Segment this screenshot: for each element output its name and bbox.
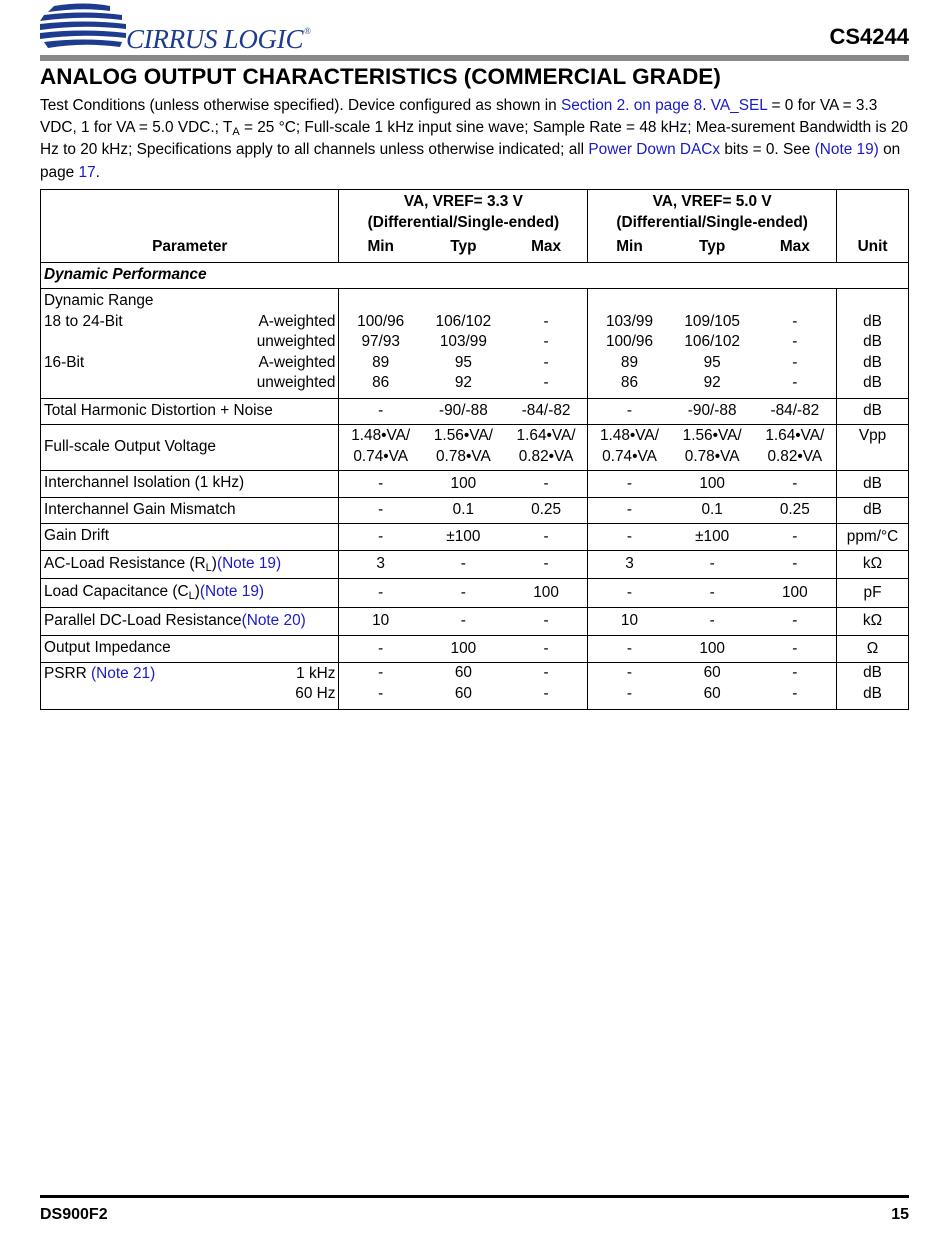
param-output-impedance: Output Impedance — [41, 636, 339, 663]
table-cell: 86 — [372, 374, 390, 391]
table-cell: - — [378, 527, 384, 545]
table-cell: 10 — [620, 612, 639, 629]
col-min-1: Min — [367, 238, 394, 255]
table-cell: - — [505, 373, 588, 398]
table-cell: 1.64•VA/ — [516, 427, 576, 444]
link-va-sel[interactable]: VA_SEL — [710, 97, 768, 114]
table-cell: - — [460, 583, 466, 601]
table-cell: - — [505, 684, 588, 709]
col-unit: Unit — [857, 238, 888, 255]
col-typ-2: Typ — [699, 238, 726, 255]
table-cell: 1.56•VA/ — [433, 427, 493, 444]
table-cell: - — [505, 636, 588, 663]
col-max-2: Max — [754, 233, 837, 262]
table-cell: 0.1 — [452, 501, 475, 518]
table-cell: - — [378, 474, 384, 492]
logo-swoosh-icon — [40, 2, 126, 54]
header-column-row — [41, 233, 909, 262]
table-cell: 100 — [699, 474, 725, 492]
param-interchannel-isolation: Interchannel Isolation (1 kHz) — [41, 471, 339, 498]
param-sublabel: A-weighted — [258, 312, 336, 330]
table-cell: 109/105 — [684, 312, 740, 330]
table-cell: - — [378, 583, 384, 601]
param-label: 18 to 24-Bit — [44, 312, 123, 330]
section-dynamic-performance: Dynamic Performance — [44, 265, 207, 283]
table-cell: 100 — [754, 579, 837, 608]
table-cell: - — [626, 474, 633, 492]
table-row — [41, 636, 909, 663]
table-cell: -90/-88 — [687, 402, 737, 419]
table-cell: - — [754, 471, 837, 498]
table-cell: 95 — [454, 353, 472, 371]
table-cell: 60 — [703, 685, 721, 702]
table-cell: - — [754, 684, 837, 709]
table-cell: - — [505, 332, 588, 353]
table-cell: 0.25 — [505, 497, 588, 524]
table-cell: 100 — [505, 579, 588, 608]
table-cell: 3 — [376, 555, 385, 572]
table-cell: - — [754, 607, 837, 636]
table-row — [41, 524, 909, 551]
table-cell: - — [378, 402, 384, 419]
table-cell: 1.64•VA/ — [765, 427, 825, 444]
link-note-19[interactable]: (Note 19) — [216, 554, 282, 572]
param-sublabel: 60 Hz — [41, 684, 339, 709]
param-gain-drift: Gain Drift — [41, 524, 339, 551]
table-cell-unit: dB — [863, 353, 882, 371]
table-cell: 1.48•VA/ — [351, 427, 411, 444]
table-cell: - — [626, 685, 633, 702]
table-cell: 95 — [703, 353, 721, 371]
section-title: ANALOG OUTPUT CHARACTERISTICS (COMMERCIAL GRADE) — [40, 64, 721, 89]
param-parallel-dc-load-resistance: Parallel DC-Load Resistance(Note 20) — [41, 607, 339, 636]
col-parameter: Parameter — [41, 233, 339, 262]
table-cell: - — [378, 501, 384, 518]
param-sublabel: unweighted — [41, 373, 339, 398]
group1-title: VA, VREF= 3.3 V — [403, 193, 523, 210]
table-row — [41, 684, 909, 709]
table-cell: 86 — [620, 374, 639, 391]
table-cell: - — [505, 353, 588, 374]
table-cell-unit: Ω — [866, 639, 879, 657]
table-cell: -84/-82 — [505, 398, 588, 425]
table-row — [41, 373, 909, 398]
param-thd-n: Total Harmonic Distortion + Noise — [41, 398, 339, 425]
table-cell: 92 — [454, 374, 472, 391]
table-cell: ±100 — [695, 527, 730, 545]
link-note-21[interactable]: (Note 21) — [91, 664, 156, 682]
table-cell: - — [505, 312, 588, 333]
footer-rule — [40, 1195, 909, 1198]
part-number: CS4244 — [829, 24, 909, 49]
table-cell-unit: Vpp — [858, 427, 887, 444]
section-row-dynamic — [41, 262, 909, 289]
table-cell: 0.78•VA — [436, 447, 491, 465]
table-cell: 92 — [703, 374, 721, 391]
test-conditions: Test Conditions (unless otherwise specified). Device configured as shown in Section 2. on page 8. VA_SEL = 0 for VA = 3.3 VDC, 1 for VA = 5.0 VDC.; $T_A = 25$ °C; Full-scale 1 kHz input sine wave; Sample Rate = 48 kHz; Mea-surement Bandwidth is 20 Hz to 20 kHz; Specifications apply to all channels unless otherwise indicated; all Power Down DACx bits = 0. See (Note 19) on page 17. — [40, 97, 908, 181]
table-row — [41, 471, 909, 498]
param-psrr: PSRR (Note 21) — [44, 664, 156, 682]
link-note-20[interactable]: (Note 20) — [241, 611, 306, 629]
table-cell: 100 — [699, 639, 725, 657]
table-cell: -90/-88 — [438, 402, 488, 419]
param-sublabel: 1 kHz — [296, 664, 336, 682]
registered-mark: ® — [304, 26, 311, 36]
table-row — [41, 579, 909, 608]
table-cell: 103/99 — [439, 333, 487, 350]
table-cell: - — [754, 524, 837, 551]
table-cell: - — [505, 471, 588, 498]
table-cell: 60 — [454, 685, 472, 702]
table-cell: 97/93 — [361, 333, 400, 350]
param-label: 16-Bit — [44, 353, 85, 371]
link-power-down-dacx[interactable]: Power Down DACx — [588, 141, 721, 159]
table-cell-unit: ppm/°C — [846, 527, 899, 545]
table-cell: - — [709, 555, 715, 572]
param-full-scale-output-voltage: Full-scale Output Voltage — [41, 425, 339, 471]
link-note-19[interactable]: (Note 19) — [814, 141, 879, 159]
table-cell: - — [754, 353, 837, 374]
param-gain-mismatch: Interchannel Gain Mismatch — [41, 497, 339, 524]
group1-subtitle: (Differential/Single-ended) — [367, 213, 560, 231]
table-cell: 1.48•VA/ — [599, 427, 659, 444]
table-cell: - — [505, 607, 588, 636]
table-row — [41, 398, 909, 425]
table-cell: - — [460, 555, 466, 572]
table-row — [41, 425, 909, 471]
table-cell: - — [709, 612, 715, 629]
param-sublabel: A-weighted — [258, 353, 336, 371]
table-cell: 100/96 — [357, 312, 405, 330]
table-cell: 0.82•VA — [767, 447, 823, 465]
table-cell: - — [626, 583, 633, 601]
table-cell: 10 — [372, 612, 390, 629]
page-number: 15 — [891, 1206, 909, 1223]
header-group-row — [41, 190, 909, 234]
table-cell: 89 — [620, 353, 639, 371]
table-cell: - — [378, 664, 384, 681]
group2-subtitle: (Differential/Single-ended) — [616, 213, 808, 231]
table-cell: - — [460, 612, 466, 629]
table-cell-unit: dB — [863, 501, 882, 518]
table-cell: 103/99 — [605, 312, 654, 330]
table-cell: 0.82•VA — [518, 447, 574, 465]
cirrus-logic-logo — [40, 2, 340, 54]
table-cell: - — [505, 550, 588, 579]
table-cell: - — [626, 639, 633, 657]
table-cell-unit: dB — [863, 374, 882, 391]
table-cell: - — [378, 685, 384, 702]
link-page-17[interactable]: 17 — [78, 163, 96, 181]
table-cell: 100 — [450, 639, 477, 657]
table-cell: - — [754, 332, 837, 353]
param-dynamic-range: Dynamic Range — [41, 289, 339, 312]
table-cell: - — [626, 402, 633, 419]
table-cell: - — [626, 527, 633, 545]
table-cell-unit: dB — [863, 664, 882, 681]
table-cell: 60 — [703, 664, 721, 681]
param-load-capacitance: Load Capacitance $(C_L)(Note$ 19) — [41, 579, 339, 608]
table-row — [41, 332, 909, 353]
table-row — [41, 289, 909, 312]
col-typ-1: Typ — [450, 238, 477, 255]
logo-text: CIRRUS LOGIC — [126, 24, 304, 54]
group2-title: VA, VREF= 5.0 V — [652, 193, 772, 210]
table-row — [41, 353, 909, 374]
table-row — [41, 497, 909, 524]
table-cell: - — [505, 524, 588, 551]
table-cell: 106/102 — [684, 333, 740, 350]
table-cell: - — [754, 636, 837, 663]
table-cell: 3 — [625, 555, 634, 572]
table-cell: - — [754, 662, 837, 684]
table-cell: - — [754, 550, 837, 579]
link-note-19[interactable]: (Note 19) — [199, 583, 265, 600]
table-cell: 100 — [450, 474, 477, 492]
table-cell: 100/96 — [605, 333, 654, 350]
table-cell-unit: dB — [863, 333, 882, 350]
link-section-2[interactable]: Section 2. on page 8 — [560, 97, 703, 114]
table-row — [41, 312, 909, 333]
table-cell: - — [709, 583, 715, 601]
document-id: DS900F2 — [40, 1206, 108, 1223]
param-ac-load-resistance: AC-Load Resistance $(R_L)(Note$ 19) — [41, 550, 339, 579]
table-cell-unit: kΩ — [862, 555, 883, 572]
table-cell: -84/-82 — [754, 398, 837, 425]
table-row — [41, 550, 909, 579]
param-sublabel: unweighted — [41, 332, 339, 353]
table-cell: 60 — [454, 664, 472, 681]
table-cell-unit: pF — [863, 583, 882, 601]
table-row — [41, 607, 909, 636]
col-max-1: Max — [505, 233, 588, 262]
table-cell: - — [626, 664, 633, 681]
table-cell: - — [754, 312, 837, 333]
table-row — [41, 662, 909, 684]
table-cell: - — [505, 662, 588, 684]
table-cell: 0.74•VA — [353, 447, 409, 465]
table-cell: 0.78•VA — [684, 447, 740, 465]
col-min-2: Min — [616, 238, 643, 255]
table-cell-unit: dB — [863, 312, 882, 330]
header-rule — [40, 55, 909, 61]
table-cell: - — [626, 501, 633, 518]
table-cell-unit: dB — [863, 685, 882, 702]
table-cell: 1.56•VA/ — [682, 427, 742, 444]
table-cell: - — [378, 639, 384, 657]
table-cell: 0.25 — [754, 497, 837, 524]
table-cell: 0.74•VA — [602, 447, 657, 465]
table-cell: 106/102 — [435, 312, 492, 330]
table-cell: - — [754, 373, 837, 398]
table-cell-unit: dB — [863, 402, 882, 419]
analog-output-table — [40, 189, 909, 710]
table-cell: ±100 — [446, 527, 481, 545]
table-cell-unit: dB — [863, 474, 882, 492]
table-cell: 89 — [372, 353, 390, 371]
table-cell-unit: kΩ — [862, 612, 883, 629]
table-cell: 0.1 — [701, 501, 723, 518]
